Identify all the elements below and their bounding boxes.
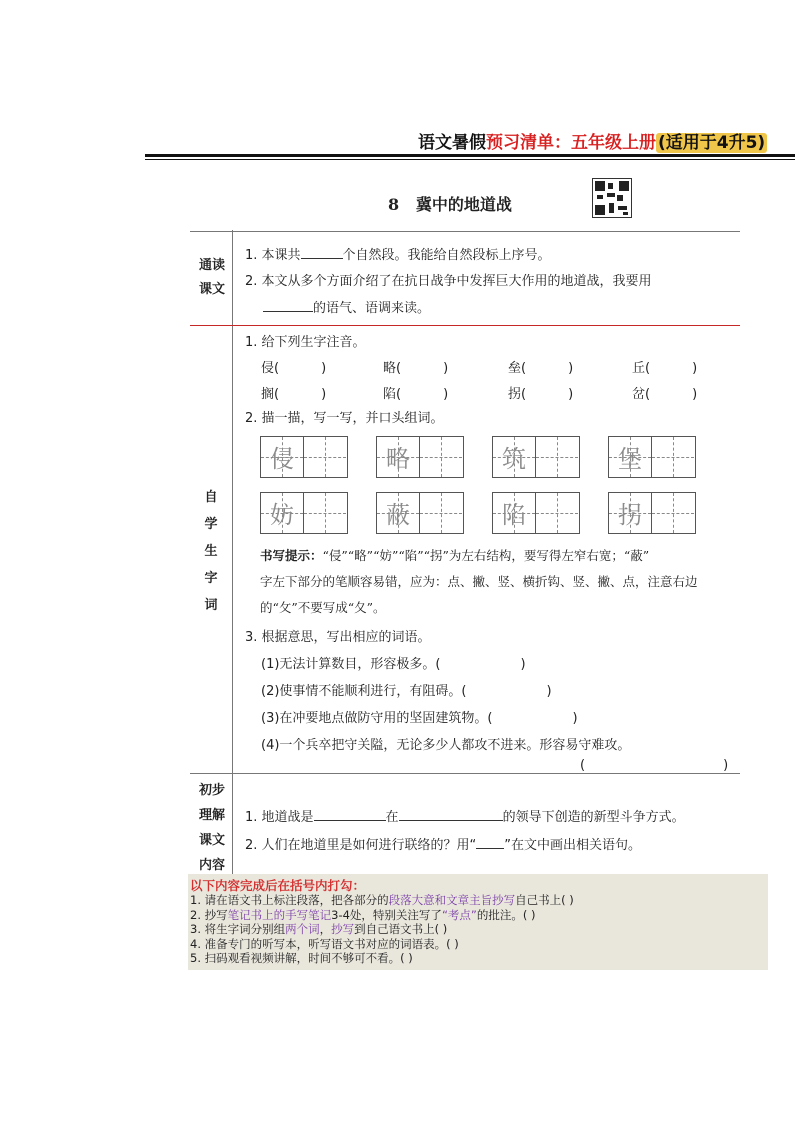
checklist-text: 到自己语文书上( ) bbox=[354, 922, 448, 936]
section-divider-2 bbox=[190, 773, 740, 774]
trace-char: 妨 bbox=[270, 501, 294, 529]
close-paren: ) bbox=[572, 711, 578, 726]
trace-grid[interactable] bbox=[260, 436, 348, 478]
checklist-highlight: 段落大意和文章主旨抄写 bbox=[388, 893, 516, 907]
pinyin-item[interactable] bbox=[632, 383, 697, 402]
tone-blank[interactable] bbox=[263, 299, 313, 312]
pinyin-char: 侵( bbox=[261, 361, 280, 376]
section3-label bbox=[190, 778, 234, 878]
battle-blank-2[interactable] bbox=[399, 808, 503, 821]
close-paren: ) bbox=[723, 758, 729, 773]
pinyin-item[interactable] bbox=[383, 383, 448, 402]
checklist-text: ， bbox=[319, 922, 332, 936]
q3-item4-answer[interactable] bbox=[580, 758, 728, 773]
section3-label-line: 理解 bbox=[198, 808, 225, 823]
pinyin-char: 岔( bbox=[632, 387, 651, 402]
pinyin-char: 拐( bbox=[508, 387, 527, 402]
section1-label-line2: 课文 bbox=[198, 282, 225, 297]
section3-item1-c: 的领导下创造的新型斗争方式。 bbox=[502, 810, 685, 825]
trace-grid[interactable] bbox=[376, 436, 464, 478]
close-paren: ) bbox=[546, 684, 552, 699]
header-rule-thin bbox=[145, 159, 795, 160]
checklist-item-5[interactable]: 5. 扫码观看视频讲解，时间不够可不看。( ) bbox=[190, 951, 413, 965]
section2-q2-title: 2. 描一描，写一写，并口头组词。 bbox=[245, 411, 444, 426]
checklist-text: 3-4处，特别关注写了 bbox=[331, 907, 442, 922]
section2-label-char: 学 bbox=[204, 517, 218, 532]
trace-grid[interactable] bbox=[608, 492, 696, 534]
pinyin-item[interactable] bbox=[508, 383, 573, 402]
pinyin-char: 垒( bbox=[508, 361, 527, 376]
section3-label-line: 内容 bbox=[198, 858, 225, 873]
open-paren: ( bbox=[580, 758, 586, 773]
section2-label-char: 自 bbox=[204, 490, 218, 505]
q3-item-text: (1)无法计算数目，形容极多。( bbox=[261, 657, 441, 672]
q3-item[interactable] bbox=[261, 680, 552, 699]
pinyin-char: 搁( bbox=[261, 387, 280, 402]
trace-char: 侵 bbox=[270, 445, 294, 473]
pinyin-char: 丘( bbox=[632, 361, 651, 376]
trace-char: 拐 bbox=[618, 501, 642, 529]
lesson-number: 8 bbox=[388, 195, 400, 214]
close-paren: ) bbox=[321, 387, 327, 402]
checklist-highlight: “考点” bbox=[441, 907, 477, 922]
checklist-highlight: 抄写 bbox=[331, 922, 355, 936]
section1-label bbox=[192, 254, 232, 302]
checklist-text: 2. 抄写 bbox=[190, 907, 228, 922]
section3-item1 bbox=[245, 806, 685, 825]
close-paren: ) bbox=[568, 387, 574, 402]
section1-label-line1: 通读 bbox=[198, 258, 225, 273]
section1-item2-line2 bbox=[263, 297, 430, 316]
trace-char: 堡 bbox=[618, 445, 642, 473]
q3-item[interactable] bbox=[261, 707, 578, 726]
q3-item[interactable] bbox=[261, 653, 526, 672]
header-title-part1: 语文暑假 bbox=[418, 133, 486, 153]
paragraph-count-blank[interactable] bbox=[301, 246, 343, 259]
q3-item: (4)一个兵卒把守关隘，无论多少人都攻不进来。形容易守难攻。 bbox=[261, 738, 631, 753]
trace-grid[interactable] bbox=[608, 436, 696, 478]
section1-item1-suffix: 个自然段。我能给自然段标上序号。 bbox=[342, 248, 551, 263]
section3-label-line: 初步 bbox=[198, 783, 225, 798]
lesson-title bbox=[388, 192, 512, 215]
header-title bbox=[418, 128, 767, 153]
trace-grid[interactable] bbox=[260, 492, 348, 534]
section1-item1 bbox=[245, 244, 551, 263]
section2-q1-title: 1. 给下列生字注音。 bbox=[245, 335, 366, 350]
checklist-highlight: 笔记书上的手写笔记 bbox=[227, 907, 332, 922]
close-paren: ) bbox=[443, 361, 449, 376]
checklist-box bbox=[188, 874, 768, 970]
close-paren: ) bbox=[520, 657, 526, 672]
q3-item-text: (2)使事情不能顺利进行，有阻碍。( bbox=[261, 684, 467, 699]
section3-item1-b: 在 bbox=[385, 810, 399, 825]
writing-hint-label: 书写提示： bbox=[260, 548, 323, 563]
section2-q3-title: 3. 根据意思，写出相应的词语。 bbox=[245, 630, 431, 645]
battle-blank-1[interactable] bbox=[314, 808, 386, 821]
trace-char: 筑 bbox=[502, 445, 526, 473]
checklist-text: 自己书上( ) bbox=[515, 893, 574, 907]
checklist-text: 3. 将生字词分别组 bbox=[190, 922, 286, 936]
close-paren: ) bbox=[443, 387, 449, 402]
pinyin-item[interactable] bbox=[508, 357, 573, 376]
pinyin-item[interactable] bbox=[261, 383, 326, 402]
header-rule-thick bbox=[145, 154, 795, 157]
section2-label-char: 生 bbox=[204, 544, 218, 559]
pinyin-item[interactable] bbox=[383, 357, 448, 376]
qr-code-icon[interactable] bbox=[592, 178, 632, 218]
section1-item2-line1: 2. 本文从多个方面介绍了在抗日战争中发挥巨大作用的地道战，我要用 bbox=[245, 274, 652, 289]
lesson-name: 冀中的地道战 bbox=[415, 195, 512, 214]
trace-grid[interactable] bbox=[492, 436, 580, 478]
section3-label-line: 课文 bbox=[198, 833, 225, 848]
writing-hint-line2: 字左下部分的笔顺容易错，应为：点、撇、竖、横折钩、竖、撇、点，注意右边 bbox=[260, 574, 698, 589]
checklist-item-2[interactable] bbox=[190, 908, 536, 923]
underline-mark-blank[interactable] bbox=[476, 836, 504, 849]
writing-hint-line3: 的“攵”不要写成“夂”。 bbox=[260, 600, 386, 615]
close-paren: ) bbox=[692, 387, 698, 402]
pinyin-char: 陷( bbox=[383, 387, 402, 402]
section2-label bbox=[196, 484, 226, 619]
checklist-text: 的批注。( ) bbox=[476, 907, 536, 922]
section2-label-char: 词 bbox=[204, 598, 218, 613]
close-paren: ) bbox=[321, 361, 327, 376]
trace-char: 蔽 bbox=[386, 501, 410, 529]
q3-item-text: (3)在冲要地点做防守用的坚固建筑物。( bbox=[261, 711, 493, 726]
header-title-part2: 预习清单： bbox=[486, 133, 571, 153]
section2-label-char: 字 bbox=[204, 571, 218, 586]
section1-item1-prefix: 1. 本课共 bbox=[245, 248, 301, 263]
checklist-item-4[interactable]: 4. 准备专门的听写本，听写语文书对应的词语表。( ) bbox=[190, 936, 459, 951]
trace-char: 陷 bbox=[502, 501, 526, 529]
section3-item2 bbox=[245, 834, 641, 853]
section1-item2-line2-text: 的语气、语调来读。 bbox=[313, 301, 431, 316]
close-paren: ) bbox=[568, 361, 574, 376]
checklist-title: 以下内容完成后在括号内打勾： bbox=[190, 878, 366, 893]
section3-item2-a: 2. 人们在地道里是如何进行联络的？用“ bbox=[245, 838, 477, 853]
checklist-item-3[interactable] bbox=[190, 922, 447, 937]
checklist-item-1[interactable] bbox=[190, 893, 574, 908]
pinyin-item[interactable] bbox=[632, 357, 697, 376]
trace-char: 略 bbox=[386, 445, 410, 473]
section3-item2-b: ”在文中画出相关语句。 bbox=[504, 838, 642, 853]
section-divider-1 bbox=[190, 325, 740, 326]
section3-item1-a: 1. 地道战是 bbox=[245, 810, 314, 825]
header-title-part3: 五年级上册 bbox=[571, 133, 656, 153]
writing-hint-text1: “侵”“略”“妨”“陷”“拐”为左右结构，要写得左窄右宽；“蔽” bbox=[322, 548, 650, 563]
checklist-highlight: 两个词 bbox=[285, 922, 320, 936]
checklist-text: 1. 请在语文书上标注段落，把各部分的 bbox=[190, 893, 389, 907]
close-paren: ) bbox=[692, 361, 698, 376]
pinyin-item[interactable] bbox=[261, 357, 326, 376]
writing-hint-line1 bbox=[260, 546, 649, 564]
header-title-part4: (适用于4升5) bbox=[658, 133, 766, 153]
trace-grid[interactable] bbox=[492, 492, 580, 534]
pinyin-char: 略( bbox=[383, 361, 402, 376]
table-top-rule bbox=[190, 231, 740, 232]
trace-grid[interactable] bbox=[376, 492, 464, 534]
